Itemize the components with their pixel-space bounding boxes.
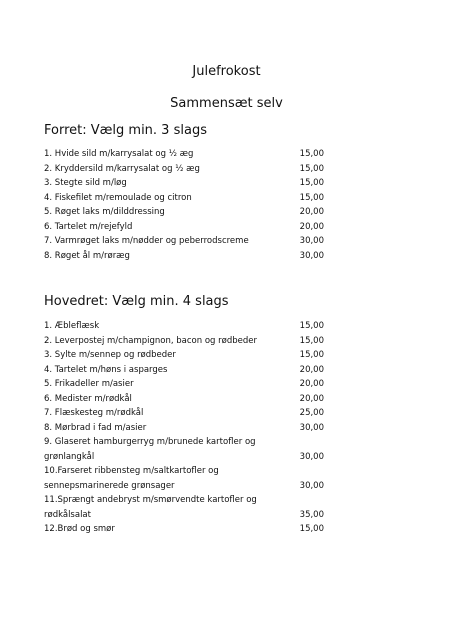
item-label: 2. Leverpostej m/champignon, bacon og rødbeder	[44, 335, 257, 346]
item-label: 11.Sprængt andebryst m/smørvendte kartofler og rødkålsalat	[44, 495, 257, 520]
hovedret-item	[44, 319, 324, 334]
forret-item	[44, 249, 324, 264]
hovedret-item	[44, 363, 324, 378]
hovedret-item	[44, 435, 324, 464]
item-price: 15,00	[299, 350, 324, 360]
hovedret-heading: Hovedret: Vælg min. 4 slags	[44, 294, 229, 309]
hovedret-item	[44, 421, 324, 436]
hovedret-item	[44, 334, 324, 349]
forret-item	[44, 234, 324, 249]
item-label: 1. Hvide sild m/karrysalat og ½ æg	[44, 149, 194, 159]
item-label: 3. Stegte sild m/løg	[44, 178, 127, 188]
item-label: 7. Varmrøget laks m/nødder og peberrodscreme	[44, 236, 249, 246]
item-price: 15,00	[299, 321, 324, 331]
item-price: 30,00	[299, 480, 324, 491]
item-label: 5. Frikadeller m/asier	[44, 379, 134, 389]
hovedret-item	[44, 522, 324, 537]
hovedret-item	[44, 464, 324, 493]
item-price: 15,00	[299, 192, 324, 203]
item-price: 20,00	[299, 379, 324, 389]
item-label: 3. Sylte m/sennep og rødbeder	[44, 350, 176, 360]
item-label: 7. Flæskesteg m/rødkål	[44, 408, 144, 418]
item-label: 2. Kryddersild m/karrysalat og ½ æg	[44, 163, 200, 174]
item-price: 30,00	[299, 451, 324, 462]
forret-list	[44, 147, 324, 263]
item-price: 35,00	[299, 509, 324, 520]
item-label: 4. Fiskefilet m/remoulade og citron	[44, 192, 192, 203]
item-price: 20,00	[299, 221, 324, 232]
item-price: 30,00	[299, 250, 324, 261]
item-price: 15,00	[299, 149, 324, 159]
hovedret-item	[44, 392, 324, 407]
forret-item	[44, 191, 324, 206]
item-label: 8. Mørbrad i fad m/asier	[44, 422, 147, 433]
item-price: 15,00	[299, 335, 324, 346]
forret-heading: Forret: Vælg min. 3 slags	[44, 123, 207, 138]
forret-item	[44, 220, 324, 235]
hovedret-list	[44, 319, 324, 537]
item-label: 1. Æbleflæsk	[44, 321, 100, 331]
item-price: 20,00	[299, 393, 324, 404]
forret-item	[44, 147, 324, 162]
item-label: 6. Tartelet m/rejefyld	[44, 221, 133, 232]
item-price: 30,00	[299, 422, 324, 433]
item-label: 8. Røget ål m/røræg	[44, 250, 130, 261]
item-label: 5. Røget laks m/dilddressing	[44, 207, 165, 217]
item-label: 9. Glaseret hamburgerryg m/brunede kartofler og grønlangkål	[44, 437, 256, 462]
item-price: 15,00	[299, 524, 324, 534]
hovedret-item	[44, 348, 324, 363]
forret-item	[44, 176, 324, 191]
hovedret-item	[44, 493, 324, 522]
item-label: 12.Brød og smør	[44, 524, 115, 534]
forret-item	[44, 205, 324, 220]
forret-item	[44, 162, 324, 177]
hovedret-item	[44, 377, 324, 392]
hovedret-item	[44, 406, 324, 421]
item-price: 15,00	[299, 178, 324, 188]
item-price: 20,00	[299, 207, 324, 217]
item-price: 25,00	[299, 408, 324, 418]
item-label: 10.Farseret ribbensteg m/saltkartofler og sennepsmarinerede grønsager	[44, 466, 219, 491]
item-price: 15,00	[299, 163, 324, 174]
document-title: Julefrokost	[192, 64, 261, 79]
item-price: 20,00	[299, 364, 324, 375]
item-label: 6. Medister m/rødkål	[44, 393, 132, 404]
item-price: 30,00	[299, 236, 324, 246]
document-subtitle: Sammensæt selv	[170, 96, 283, 111]
item-label: 4. Tartelet m/høns i asparges	[44, 364, 168, 375]
